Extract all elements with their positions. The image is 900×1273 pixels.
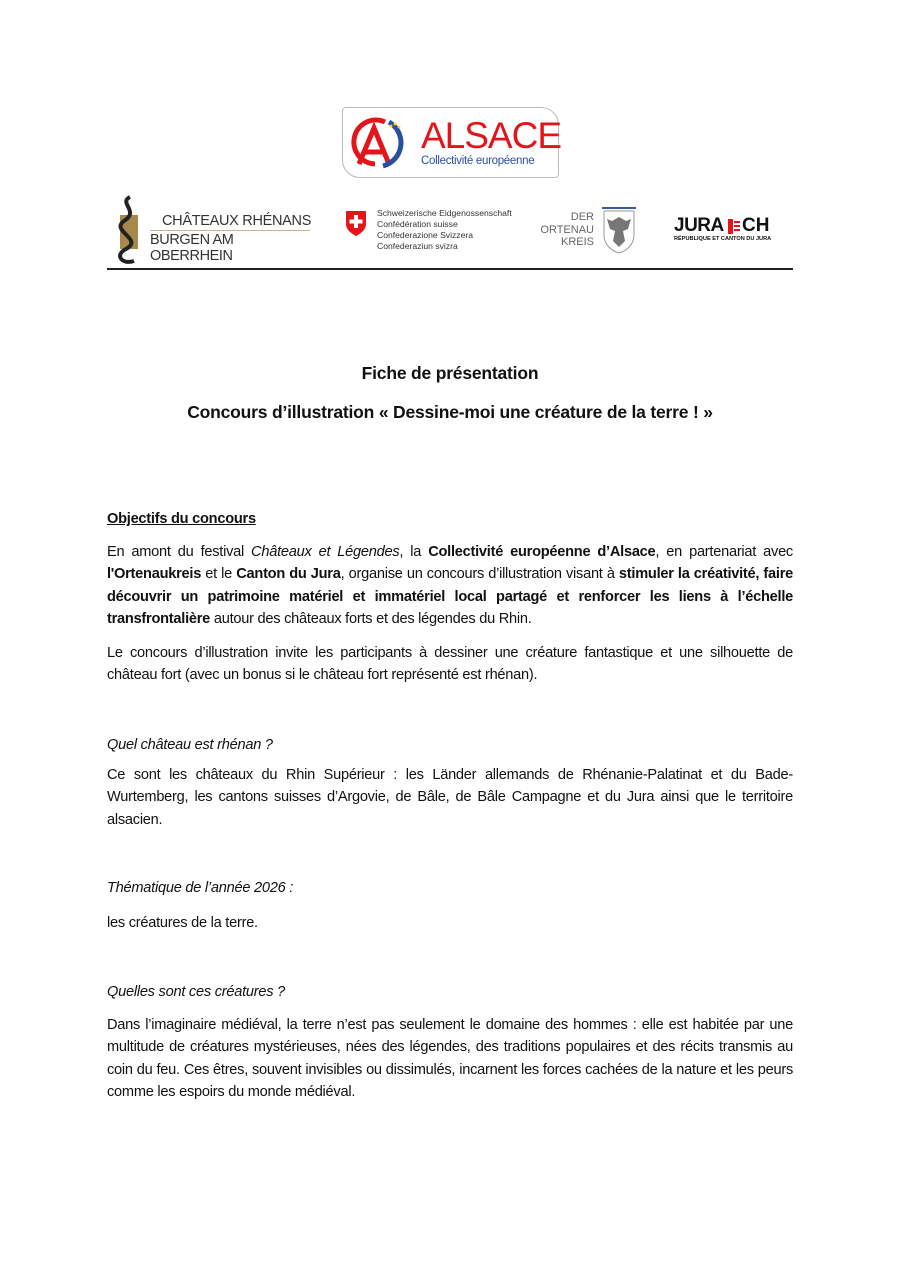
header-rule bbox=[107, 268, 793, 270]
chateaux-line1: CHÂTEAUX RHÉNANS bbox=[162, 213, 312, 229]
jura-flag-icon bbox=[728, 219, 740, 234]
text-segment: , organise un concours d’illustration visant à bbox=[340, 566, 619, 583]
bold-text: Collectivité européenne d’Alsace bbox=[428, 544, 656, 560]
question-heading: Thématique de l’année 2026 : bbox=[107, 880, 294, 896]
page-title: Fiche de présentation bbox=[361, 363, 539, 383]
chateaux-rhenans-logo bbox=[110, 195, 315, 267]
question-heading: Quel château est rhénan ? bbox=[107, 737, 273, 753]
answer-paragraph: Dans l’imaginaire médiéval, la terre n’est pas seulement le domaine des hommes : elle est habitée par une multitude de créatures mystérieuses, nées des légendes, des traditions populaires et des récits transmis au coin du feu. Ces êtres, souvent invisibles ou dissimulés, incarnent les forces cachées de la nature et les peurs comme les espoirs du monde médiéval. bbox=[107, 1017, 793, 1100]
jura-name: JURA bbox=[674, 215, 724, 236]
text-segment: et le bbox=[201, 566, 237, 583]
ortenaukreis-logo bbox=[540, 207, 640, 255]
ortenau-line: ORTENAU bbox=[540, 223, 594, 236]
text-segment: En amont du festival bbox=[107, 544, 252, 560]
jura-ch: CH bbox=[742, 215, 770, 236]
swiss-line: Confederaziun svizra bbox=[377, 241, 458, 251]
bold-text: stimuler la créativité, faire découvrir un patrimoine matériel et immatériel local partagé et renforcer les liens à l’échelle transfrontalière bbox=[107, 566, 793, 627]
ortenau-line: DER bbox=[570, 211, 594, 223]
answer-paragraph: Ce sont les châteaux du Rhin Supérieur : les Länder allemands de Rhénanie-Palatinat et du Bade-Wurtemberg, les cantons suisses d’Argovie, de Bâle, de Bâle Campagne et du Jura ainsi que le territoire alsacien. bbox=[107, 767, 793, 828]
alsace-subtitle: Collectivité européenne bbox=[421, 155, 535, 167]
alsace-logo bbox=[342, 107, 562, 178]
logo-divider bbox=[150, 230, 310, 231]
swiss-shield-icon bbox=[345, 210, 367, 236]
chateaux-line2: BURGEN AM OBERRHEIN bbox=[150, 232, 234, 264]
concours-paragraph: Le concours d’illustration invite les participants à dessiner une créature fantastique et une silhouette de château fort (avec un bonus si le château fort représenté est rhénan). bbox=[107, 645, 793, 684]
page-subtitle: Concours d’illustration « Dessine-moi une créature de la terre ! » bbox=[187, 402, 713, 422]
swiss-line: Confédération suisse bbox=[377, 219, 458, 229]
objectifs-heading: Objectifs du concours bbox=[107, 511, 256, 527]
dragon-tower-icon bbox=[110, 195, 150, 267]
bold-text: l'Ortenaukreis bbox=[107, 566, 202, 583]
jura-logo bbox=[672, 215, 792, 245]
alsace-emblem-icon bbox=[345, 114, 415, 172]
eagle-coat-of-arms-icon bbox=[600, 207, 640, 255]
swiss-line: Schweizerische Eidgenossenschaft bbox=[377, 208, 512, 218]
question-heading: Quelles sont ces créatures ? bbox=[107, 984, 285, 1000]
bold-text: Canton du Jura bbox=[236, 566, 341, 583]
ortenau-line: KREIS bbox=[560, 236, 594, 248]
text-segment: , en partenariat avec bbox=[655, 544, 793, 560]
objectifs-paragraph bbox=[107, 541, 793, 630]
swiss-confederation-logo bbox=[345, 208, 520, 258]
jura-subtitle: RÉPUBLIQUE ET CANTON DU JURA bbox=[674, 236, 772, 242]
answer-paragraph: les créatures de la terre. bbox=[107, 915, 258, 931]
text-segment: , la bbox=[399, 544, 429, 560]
alsace-name: ALSACE bbox=[421, 115, 562, 156]
text-segment: autour des châteaux forts et des légendes du Rhin. bbox=[210, 610, 532, 627]
italic-text: Châteaux et Légendes bbox=[251, 544, 400, 560]
swiss-line: Confederazione Svizzera bbox=[377, 230, 474, 240]
